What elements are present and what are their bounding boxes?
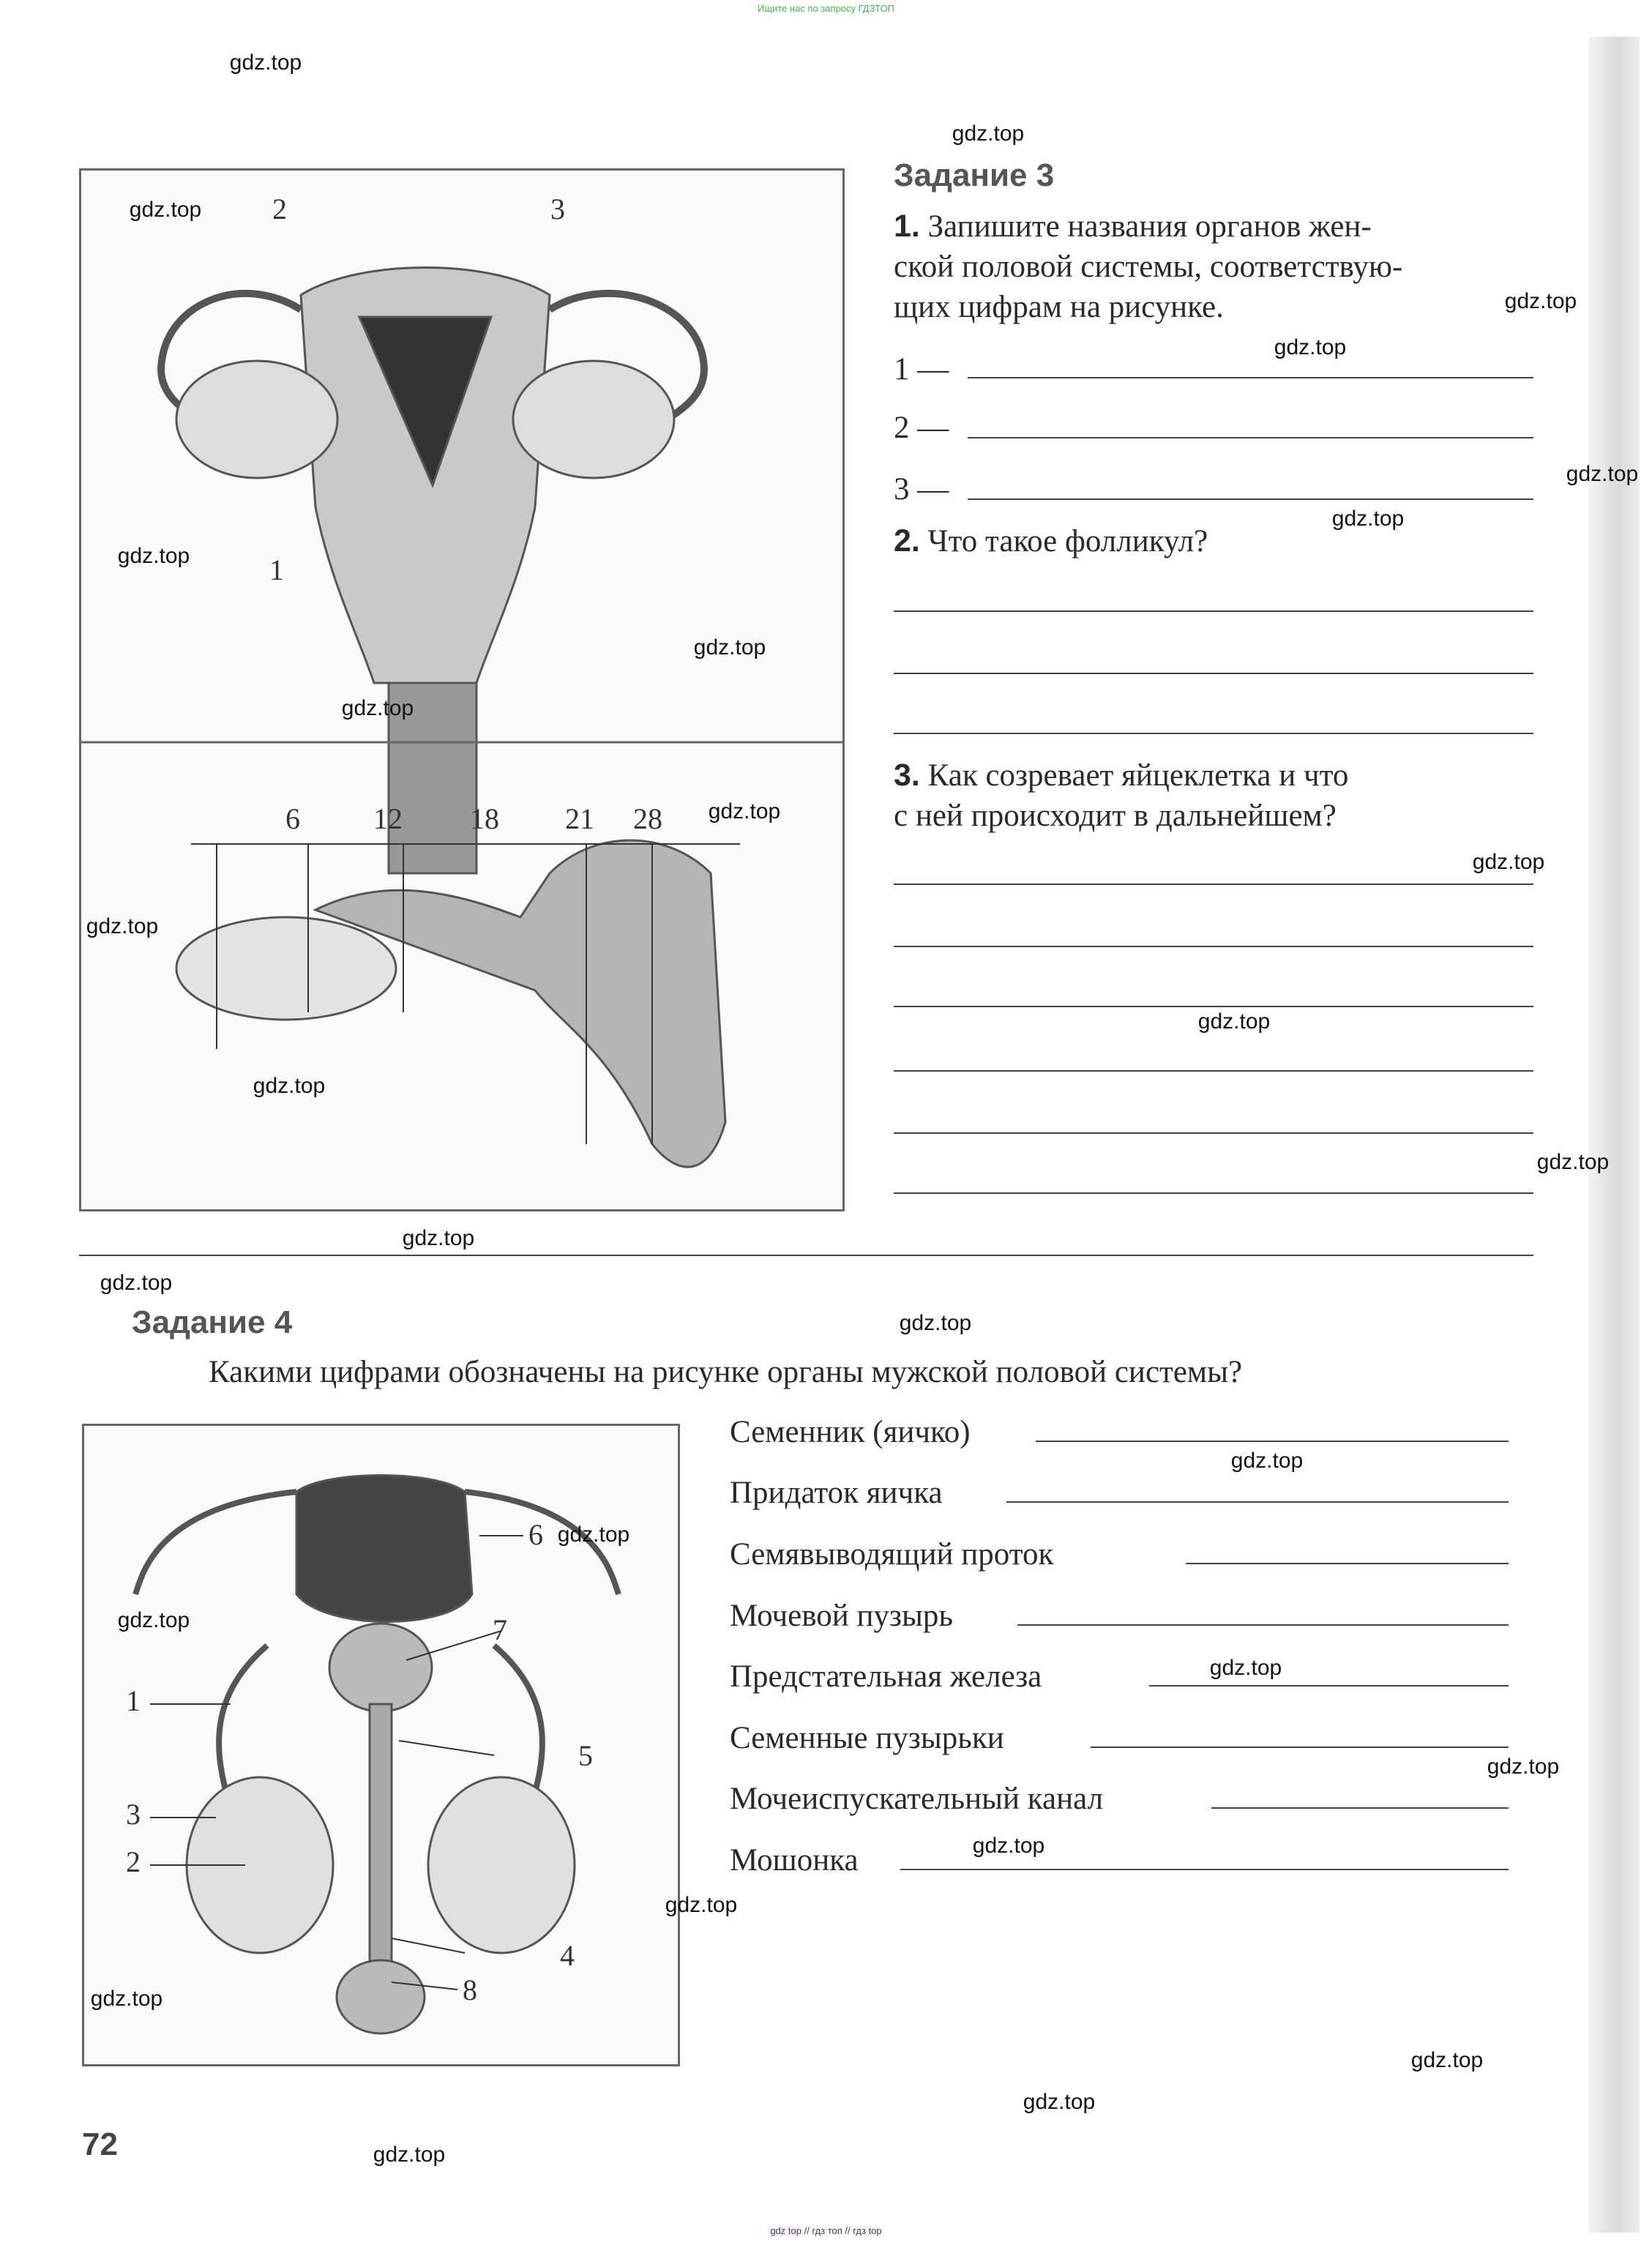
page-edge-shadow [1588, 37, 1640, 2233]
task3-q1 [894, 206, 1538, 327]
q1-line-2: ской половой системы, соответствую- [894, 250, 1403, 284]
bottom-banner: gdz top // гдз топ // гдз top [770, 2225, 882, 2236]
watermark: gdz.top [1566, 462, 1639, 486]
q2-number: 2. [894, 523, 920, 559]
organ-answer-line[interactable] [900, 1869, 1509, 1870]
organ-epididymis: Придаток яичка [730, 1476, 943, 1510]
watermark: gdz.top [373, 2143, 446, 2167]
female-label-28: 28 [633, 802, 662, 835]
organ-seminal-vesicles: Семенные пузырьки [730, 1721, 1004, 1755]
organ-answer-line[interactable] [1036, 1441, 1509, 1442]
organ-vas-deferens: Семявыводящий проток [730, 1537, 1054, 1572]
task4-question: Какими цифрами обозначены на рисунке органы мужской половой системы? [209, 1355, 1243, 1389]
q3-line-1: Как созревает яйцеклетка и что [927, 758, 1349, 793]
female-label-3: 3 [550, 193, 565, 225]
q1-number: 1. [894, 209, 920, 244]
organ-scrotum: Мошонка [730, 1843, 859, 1878]
male-label-3: 3 [126, 1798, 141, 1831]
watermark: gdz.top [1230, 1449, 1304, 1473]
watermark: gdz.top [972, 1834, 1045, 1858]
watermark: gdz.top [341, 696, 414, 720]
watermark: gdz.top [708, 799, 781, 823]
watermark: gdz.top [693, 635, 766, 660]
answer-line-1[interactable] [968, 377, 1533, 378]
female-label-12: 12 [373, 802, 403, 835]
q3-number: 3. [894, 758, 920, 793]
task3-q2 [894, 521, 1208, 561]
q3-answer-line[interactable] [894, 1132, 1533, 1134]
female-label-18: 18 [470, 802, 499, 835]
organ-answer-line[interactable] [1211, 1807, 1509, 1809]
watermark: gdz.top [1274, 335, 1347, 359]
q3-answer-line[interactable] [894, 884, 1533, 885]
watermark: gdz.top [1197, 1009, 1271, 1034]
answer-line-2[interactable] [968, 437, 1533, 438]
q2-answer-line[interactable] [894, 610, 1533, 612]
male-label-6: 6 [528, 1518, 543, 1551]
organ-bladder: Мочевой пузырь [730, 1599, 954, 1633]
watermark: gdz.top [117, 1608, 190, 1632]
organ-urethra: Мочеиспускательный канал [730, 1782, 1104, 1816]
watermark: gdz.top [253, 1074, 326, 1098]
male-label-7: 7 [493, 1613, 507, 1646]
answer-label-2: 2 — [894, 411, 949, 445]
watermark: gdz.top [1023, 2090, 1096, 2114]
watermark: gdz.top [1209, 1656, 1282, 1680]
q2-text: Что такое фолликул? [927, 524, 1208, 559]
q3-answer-line[interactable] [894, 946, 1533, 947]
male-label-4: 4 [560, 1939, 575, 1972]
q1-line-3: щих цифрам на рисунке. [894, 290, 1224, 324]
answer-label-1: 1 — [894, 352, 949, 386]
female-label-6: 6 [285, 802, 300, 835]
watermark: gdz.top [229, 51, 302, 75]
watermark: gdz.top [86, 914, 159, 938]
organ-answer-line[interactable] [1149, 1685, 1509, 1686]
watermark: gdz.top [117, 544, 190, 568]
answer-line-3[interactable] [968, 498, 1533, 500]
watermark: gdz.top [402, 1226, 475, 1250]
task3-q3 [894, 755, 1538, 836]
organ-answer-line[interactable] [1186, 1563, 1509, 1564]
watermark: gdz.top [665, 1893, 738, 1917]
q2-answer-line[interactable] [894, 673, 1533, 674]
organ-answer-line[interactable] [1017, 1624, 1509, 1626]
watermark: gdz.top [899, 1311, 972, 1335]
q3-answer-line[interactable] [894, 1006, 1533, 1007]
watermark: gdz.top [1331, 507, 1405, 531]
q1-line-1: Запишите названия органов жен- [927, 209, 1372, 244]
q3-line-2: с ней происходит в дальнейшем? [894, 799, 1337, 833]
male-label-2: 2 [126, 1845, 141, 1878]
q3-answer-line[interactable] [894, 1070, 1533, 1072]
organ-prostate: Предстательная железа [730, 1659, 1042, 1694]
female-label-21: 21 [565, 802, 594, 835]
task3-title: Задание 3 [894, 157, 1055, 193]
watermark: gdz.top [1487, 1755, 1560, 1779]
male-label-8: 8 [463, 1973, 477, 2006]
watermark: gdz.top [1536, 1150, 1610, 1174]
female-label-1: 1 [269, 553, 284, 586]
organ-testis: Семенник (яичко) [730, 1415, 971, 1449]
watermark: gdz.top [90, 1987, 163, 2011]
section-divider [79, 1255, 1533, 1256]
organ-answer-line[interactable] [1006, 1501, 1509, 1503]
watermark: gdz.top [557, 1523, 630, 1547]
task4-title: Задание 4 [132, 1304, 293, 1340]
answer-label-3: 3 — [894, 472, 949, 507]
watermark: gdz.top [952, 122, 1025, 146]
page-number: 72 [82, 2126, 118, 2162]
organ-answer-line[interactable] [1091, 1747, 1509, 1748]
top-banner: Ищите нас по запросу ГДЗТОП [757, 3, 894, 14]
female-label-2: 2 [272, 193, 287, 225]
q3-answer-line[interactable] [894, 1192, 1533, 1194]
q2-answer-line[interactable] [894, 733, 1533, 734]
female-reproductive-figure [79, 168, 845, 1211]
male-label-1: 1 [126, 1684, 141, 1717]
watermark: gdz.top [1504, 289, 1577, 313]
male-label-5: 5 [578, 1739, 593, 1772]
watermark: gdz.top [1472, 850, 1545, 874]
watermark: gdz.top [1410, 2048, 1484, 2072]
watermark: gdz.top [129, 198, 202, 222]
watermark: gdz.top [100, 1271, 173, 1295]
female-organs-illustration [81, 171, 842, 1209]
